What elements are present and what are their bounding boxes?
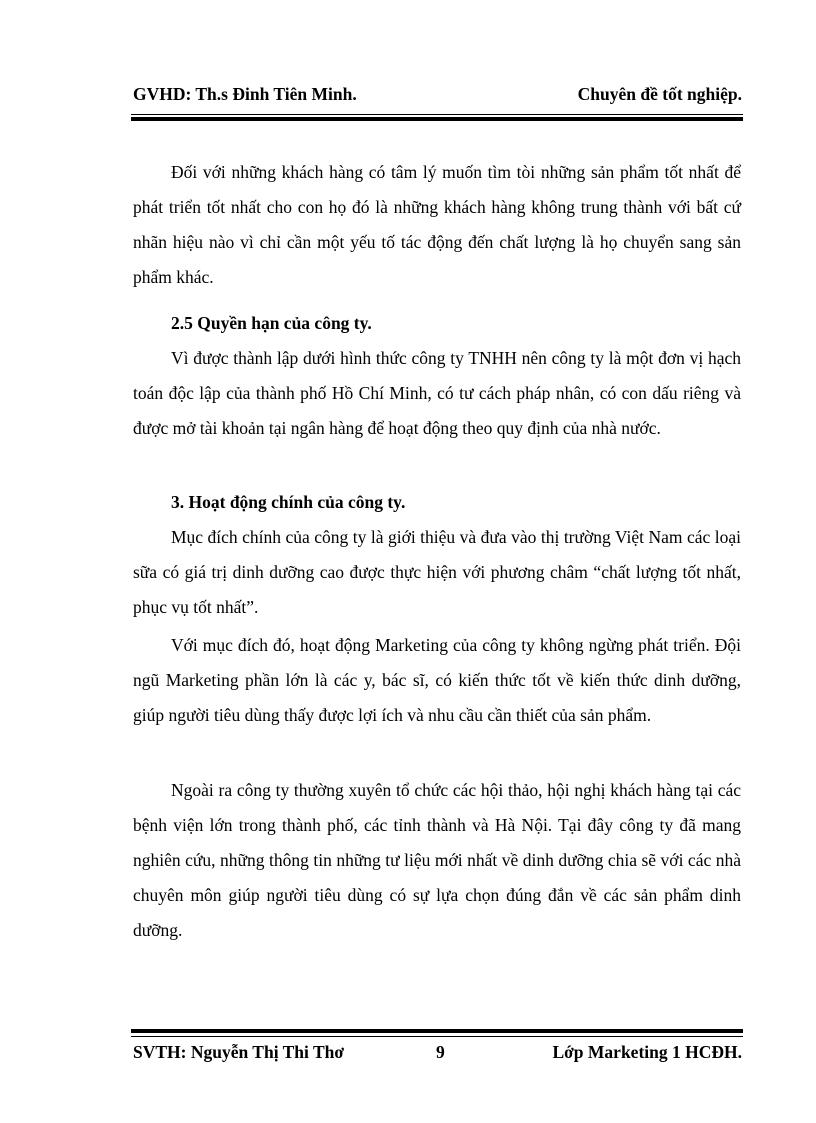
paragraph-seminars: Ngoài ra công ty thường xuyên tổ chức các hội thảo, hội nghị khách hàng tại các bệnh viện lớn trong thành phố, các tỉnh thành và Hà Nội. Tại đây công ty đã mang nghiên cứu, những thông tin những tư liệu mới nhất về dinh dưỡng chia sẽ với các nhà chuyên môn giúp người tiêu dùng có sự lựa chọn đúng đắn về các sản phẩm dinh dưỡng. <box>133 780 741 940</box>
header-advisor: GVHD: Th.s Đinh Tiên Minh. <box>133 84 357 104</box>
paragraph-marketing-team: Với mục đích đó, hoạt động Marketing của công ty không ngừng phát triển. Đội ngũ Marketing phần lớn là các y, bác sĩ, có kiến thức tốt về kiến thức dinh dưỡng, giúp người tiêu dùng thấy được lợi ích và nhu cầu cần thiết của sản phẩm. <box>133 635 741 725</box>
paragraph-rights: Vì được thành lập dưới hình thức công ty TNHH nên công ty là một đơn vị hạch toán độc lập của thành phố Hồ Chí Minh, có tư cách pháp nhân, có con dấu riêng và được mở tài khoản tại ngân hàng để hoạt động theo quy định của nhà nước. <box>133 348 741 438</box>
page-number: 9 <box>436 1042 445 1062</box>
section-heading-2-5: 2.5 Quyền hạn của công ty. <box>171 313 372 333</box>
page-header <box>133 84 742 110</box>
header-doc-title: Chuyên đề tốt nghiệp. <box>577 84 742 104</box>
footer-class: Lớp Marketing 1 HCĐH. <box>552 1042 742 1062</box>
section-heading-3: 3. Hoạt động chính của công ty. <box>171 492 406 512</box>
footer-rule-thin <box>131 1036 743 1037</box>
header-rule-thick <box>131 117 743 121</box>
paragraph-loyalty: Đối với những khách hàng có tâm lý muốn tìm tòi những sản phẩm tốt nhất để phát triển tốt nhất cho con họ đó là những khách hàng không trung thành với bất cứ nhãn hiệu nào vì chỉ cần một yếu tố tác động đến chất lượng là họ chuyển sang sản phẩm khác. <box>133 162 741 287</box>
page-footer <box>133 1042 742 1068</box>
paragraph-main-purpose: Mục đích chính của công ty là giới thiệu và đưa vào thị trường Việt Nam các loại sữa có giá trị dinh dưỡng cao được thực hiện với phương châm “chất lượng tốt nhất, phục vụ tốt nhất”. <box>133 527 741 617</box>
footer-rule-thick <box>131 1029 743 1033</box>
header-rule-thin <box>131 114 743 115</box>
footer-student: SVTH: Nguyễn Thị Thi Thơ <box>133 1042 345 1062</box>
